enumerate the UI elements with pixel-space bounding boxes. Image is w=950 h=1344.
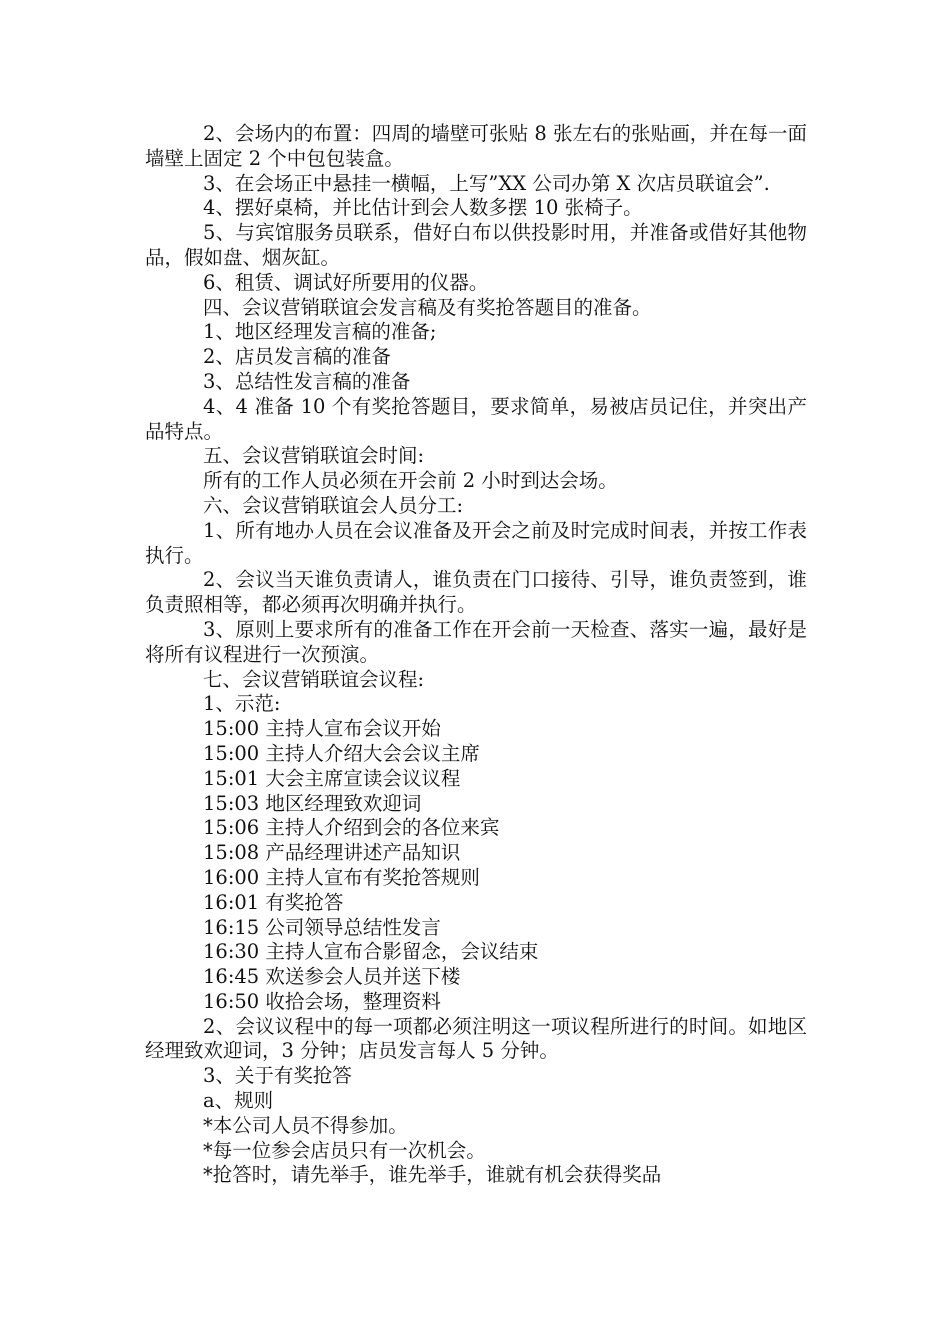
document-paragraph: 3、原则上要求所有的准备工作在开会前一天检查、落实一遍，最好是将所有议程进行一次预演。 — [145, 617, 807, 666]
document-paragraph: 2、会议议程中的每一项都必须注明这一项议程所进行的时间。如地区经理致欢迎词，3 分钟；店员发言每人 5 分钟。 — [145, 1014, 807, 1063]
document-paragraph: 四、会议营销联谊会发言稿及有奖抢答题目的准备。 — [203, 295, 652, 319]
document-paragraph: 3、在会场正中悬挂一横幅，上写”XX 公司办第 X 次店员联谊会”. — [203, 171, 770, 195]
document-paragraph: 七、会议营销联谊会议程: — [203, 667, 425, 691]
document-paragraph: a、规则 — [203, 1089, 274, 1113]
document-paragraph: 16:30 主持人宣布合影留念，会议结束 — [203, 940, 539, 964]
document-paragraph: 15:08 产品经理讲述产品知识 — [203, 841, 461, 865]
document-paragraph: 1、示范: — [203, 692, 281, 716]
document-paragraph: 1、地区经理发言稿的准备; — [203, 320, 437, 344]
document-paragraph: 2、店员发言稿的准备 — [203, 345, 391, 369]
document-paragraph: 15:00 主持人介绍大会会议主席 — [203, 741, 480, 765]
document-paragraph: 16:00 主持人宣布有奖抢答规则 — [203, 865, 480, 889]
document-paragraph: 5、与宾馆服务员联系，借好白布以供投影时用，并准备或借好其他物品，假如盘、烟灰缸。 — [145, 221, 807, 269]
document-paragraph: 4、4 准备 10 个有奖抢答题目，要求简单，易被店员记住，并突出产品特点。 — [145, 394, 807, 443]
document-paragraph: 15:06 主持人介绍到会的各位来宾 — [203, 816, 500, 840]
document-paragraph: 16:50 收拾会场，整理资料 — [203, 989, 441, 1013]
document-paragraph: 15:00 主持人宣布会议开始 — [203, 717, 441, 741]
document-paragraph: 五、会议营销联谊会时间: — [203, 444, 425, 468]
document-paragraph: 6、租赁、调试好所要用的仪器。 — [203, 270, 489, 294]
document-paragraph: 所有的工作人员必须在开会前 2 小时到达会场。 — [203, 469, 618, 493]
document-paragraph: 2、会场内的布置：四周的墙壁可张贴 8 张左右的张贴画，并在每一面墙壁上固定 2 个中包包装盒。 — [145, 122, 807, 170]
document-paragraph: 4、摆好桌椅，并比估计到会人数多摆 10 张椅子。 — [203, 196, 643, 220]
document-paragraph: 16:01 有奖抢答 — [203, 890, 344, 914]
document-paragraph: 15:03 地区经理致欢迎词 — [203, 791, 422, 815]
document-paragraph: 3、关于有奖抢答 — [203, 1064, 352, 1088]
document-paragraph: 16:45 欢送参会人员并送下楼 — [203, 965, 461, 989]
document-paragraph: 15:01 大会主席宣读会议议程 — [203, 766, 461, 790]
document-paragraph: 六、会议营销联谊会人员分工: — [203, 493, 464, 517]
document-paragraph: *本公司人员不得参加。 — [203, 1113, 408, 1137]
document-paragraph: 3、总结性发言稿的准备 — [203, 369, 411, 393]
document-paragraph: 1、所有地办人员在会议准备及开会之前及时完成时间表，并按工作表执行。 — [145, 518, 807, 567]
document-paragraph: 2、会议当天谁负责请人，谁负责在门口接待、引导，谁负责签到，谁负责照相等，都必须再次明确并执行。 — [145, 568, 807, 617]
document-body — [145, 122, 807, 1188]
document-paragraph: *抢答时，请先举手，谁先举手，谁就有机会获得奖品 — [203, 1163, 662, 1187]
document-paragraph: *每一位参会店员只有一次机会。 — [203, 1138, 486, 1162]
document-paragraph: 16:15 公司领导总结性发言 — [203, 915, 441, 939]
